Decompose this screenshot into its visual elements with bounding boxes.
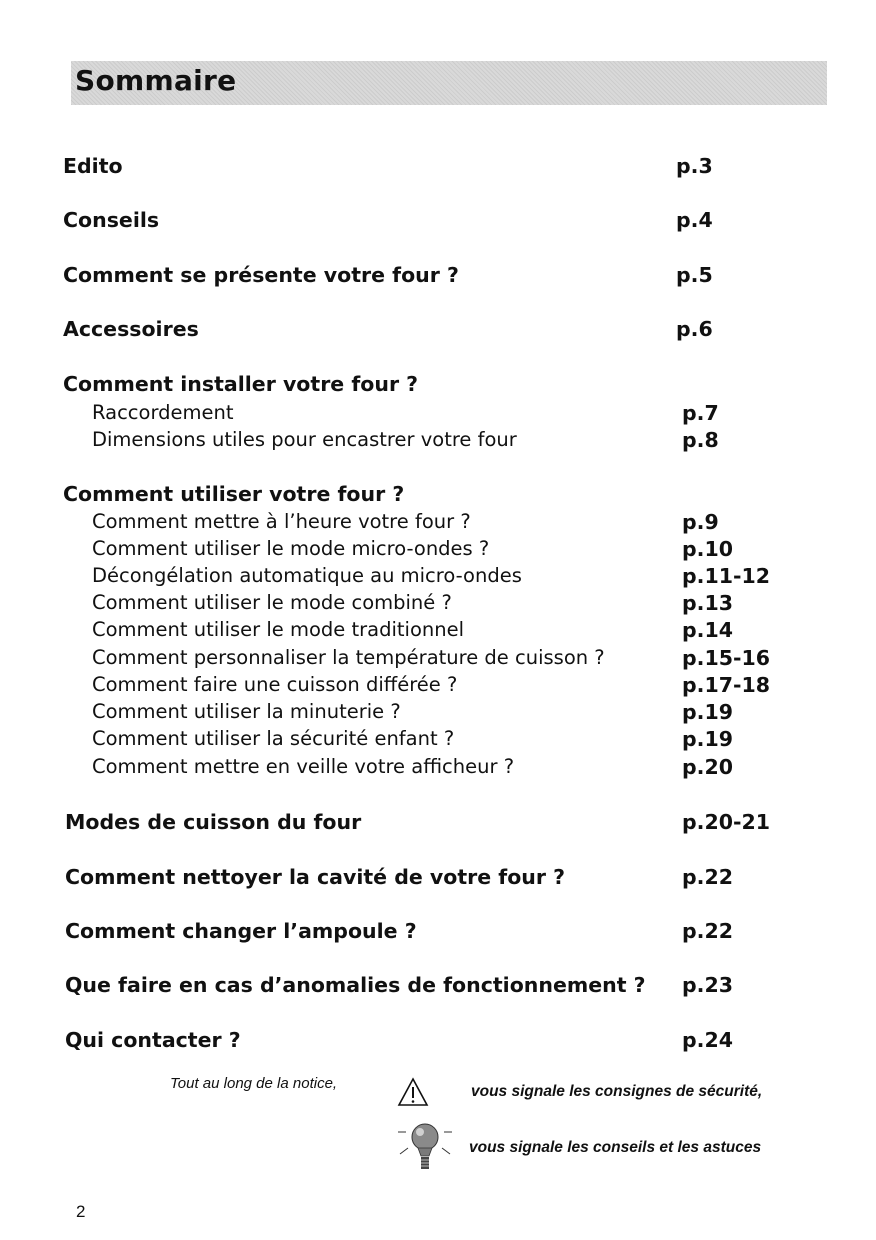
toc-entry-label: Que faire en cas d’anomalies de fonctionnement ? (65, 973, 646, 997)
warning-triangle-icon (396, 1076, 430, 1108)
toc-entry (65, 1028, 825, 1056)
toc-subitem-label: Raccordement (92, 401, 234, 424)
legend-intro: Tout au long de la notice, (170, 1075, 338, 1092)
toc-entry-label: Comment changer l’ampoule ? (65, 919, 417, 943)
toc-section-heading (63, 372, 823, 400)
toc-subitem (92, 401, 812, 427)
toc-entry-page: p.22 (682, 919, 733, 943)
toc-subitem-page: p.15-16 (682, 646, 771, 670)
toc-subitem-label: Comment faire une cuisson différée ? (92, 673, 458, 696)
toc-subitem (92, 646, 812, 672)
toc-entry (63, 317, 823, 345)
legend-warning-text: vous signale les consignes de sécurité, (471, 1083, 763, 1100)
title-banner (71, 61, 827, 105)
toc-entry-label: Comment nettoyer la cavité de votre four ? (65, 865, 566, 889)
toc-subitem-label: Comment utiliser le mode micro-ondes ? (92, 537, 490, 560)
toc-entry-page: p.22 (682, 865, 733, 889)
toc-entry-label: Conseils (63, 208, 160, 232)
toc-subitem (92, 428, 812, 454)
page-number: 2 (76, 1202, 86, 1221)
toc-subitem-label: Comment mettre en veille votre afficheur ? (92, 755, 515, 778)
toc-subitem (92, 618, 812, 644)
toc-entry (65, 810, 825, 838)
toc-subitem (92, 700, 812, 726)
toc-subitem-label: Comment utiliser la sécurité enfant ? (92, 727, 455, 750)
toc-subitem-label: Comment utiliser le mode traditionnel (92, 618, 465, 641)
toc-subitem (92, 727, 812, 753)
toc-entry (63, 263, 823, 291)
toc-subitem (92, 564, 812, 590)
toc-entry (65, 865, 825, 893)
toc-entry (63, 154, 823, 182)
toc-subitem-page: p.9 (682, 510, 719, 534)
toc-subitem-label: Comment utiliser le mode combiné ? (92, 591, 452, 614)
toc-subitem-label: Comment utiliser la minuterie ? (92, 700, 401, 723)
toc-entry-label: Modes de cuisson du four (65, 810, 362, 834)
page-title: Sommaire (75, 64, 237, 97)
toc-subitem-label: Décongélation automatique au micro-ondes (92, 564, 522, 587)
toc-subitem-label: Comment personnaliser la température de cuisson ? (92, 646, 605, 669)
toc-entry-label: Accessoires (63, 317, 199, 341)
toc-entry-label: Comment se présente votre four ? (63, 263, 459, 287)
toc-entry-label: Edito (63, 154, 123, 178)
toc-subitem-page: p.14 (682, 618, 733, 642)
toc-entry-page: p.20-21 (682, 810, 771, 834)
toc-subitem-page: p.7 (682, 401, 719, 425)
toc-entry-page: p.4 (676, 208, 713, 232)
toc-subitem-page: p.13 (682, 591, 733, 615)
toc-subitem-page: p.19 (682, 727, 733, 751)
toc-entry (63, 208, 823, 236)
toc-subitem-label: Dimensions utiles pour encastrer votre four (92, 428, 517, 451)
toc-subitem (92, 591, 812, 617)
toc-entry-page: p.3 (676, 154, 713, 178)
toc-entry (65, 919, 825, 947)
toc-subitem-page: p.10 (682, 537, 733, 561)
toc-subitem-page: p.19 (682, 700, 733, 724)
toc-entry-page: p.24 (682, 1028, 733, 1052)
toc-entry-page: p.23 (682, 973, 733, 997)
toc-entry-label: Comment utiliser votre four ? (63, 482, 405, 506)
legend-tip-text: vous signale les conseils et les astuces (469, 1139, 762, 1156)
toc-subitem-page: p.8 (682, 428, 719, 452)
toc-subitem (92, 673, 812, 699)
toc-subitem (92, 510, 812, 536)
toc-subitem (92, 755, 812, 781)
toc-entry-page: p.5 (676, 263, 713, 287)
toc-subitem-page: p.11-12 (682, 564, 771, 588)
toc-entry-page: p.6 (676, 317, 713, 341)
toc-subitem-label: Comment mettre à l’heure votre four ? (92, 510, 471, 533)
toc-entry (65, 973, 825, 1001)
toc-section-heading (63, 482, 823, 510)
toc-subitem (92, 537, 812, 563)
toc-entry-label: Comment installer votre four ? (63, 372, 419, 396)
toc-entry-label: Qui contacter ? (65, 1028, 241, 1052)
toc-subitem-page: p.20 (682, 755, 733, 779)
lightbulb-icon (394, 1120, 456, 1180)
toc-subitem-page: p.17-18 (682, 673, 771, 697)
